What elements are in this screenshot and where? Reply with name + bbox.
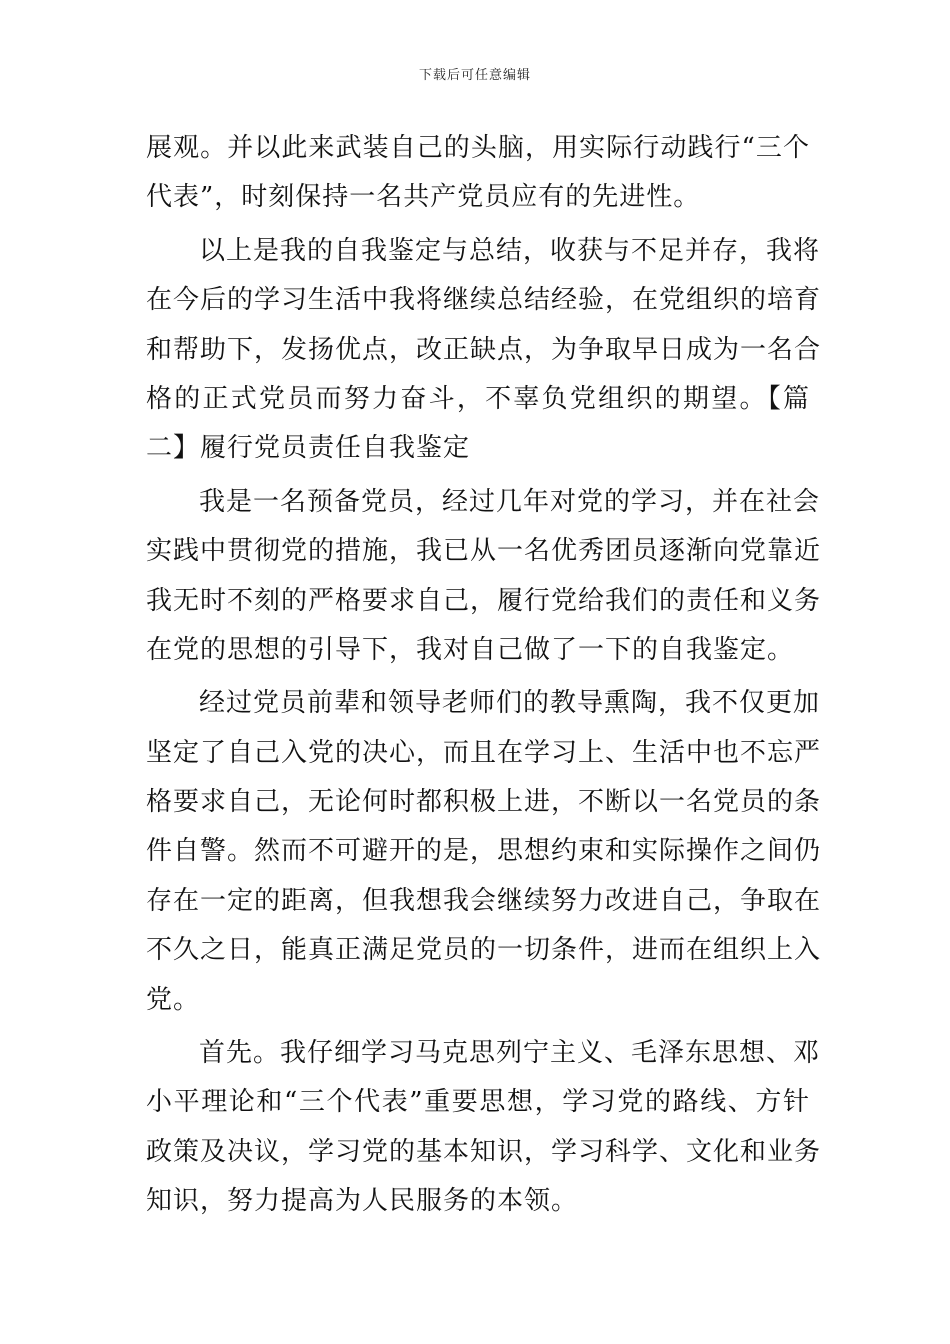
text-line: 展观。并以此来武装自己的头脑，用实际行动践行“三个: [146, 133, 810, 163]
paragraph-first-line: 我是一名预备党员，经过几年对党的学习，并在社会: [199, 486, 821, 517]
text-line: 政策及决议，学习党的基本知识，学习科学、文化和业务: [146, 1136, 822, 1167]
page-header: 下载后可任意编辑: [418, 68, 531, 83]
text-line: 和帮助下，发扬优点，改正缺点，为争取早日成为一名合: [146, 334, 822, 365]
text-line: 格要求自己，无论何时都积极上进，不断以一名党员的条: [146, 787, 822, 818]
paragraph-first-line: 首先。我仔细学习马克思列宁主义、毛泽东思想、邓: [199, 1038, 821, 1069]
text-line: 小平理论和“三个代表”重要思想，学习党的路线、方针: [146, 1087, 810, 1118]
text-line: 我无时不刻的严格要求自己，履行党给我们的责任和义务: [146, 585, 822, 616]
text-line: 存在一定的距离，但我想我会继续努力改进自己，争取在: [146, 885, 822, 916]
text-line: 代表”，时刻保持一名共产党员应有的先进性。: [146, 182, 701, 213]
text-line: 在党的思想的引导下，我对自己做了一下的自我鉴定。: [146, 634, 795, 665]
text-line: 知识，努力提高为人民服务的本领。: [146, 1186, 579, 1217]
document-body: [146, 124, 822, 1227]
paragraph-first-line: 以上是我的自我鉴定与总结，收获与不足并存，我将: [199, 235, 821, 266]
text-line: 在今后的学习生活中我将继续总结经验，在党组织的培育: [146, 285, 822, 316]
text-line: 实践中贯彻党的措施，我已从一名优秀团员逐渐向党靠近: [146, 536, 822, 567]
paragraph-first-line: 经过党员前辈和领导老师们的教导熏陶，我不仅更加: [199, 688, 821, 719]
text-line: 党。: [146, 984, 201, 1015]
text-line: 格的正式党员而努力奋斗，不辜负党组织的期望。【篇: [146, 383, 810, 414]
text-line: 件自警。然而不可避开的是，思想约束和实际操作之间仍: [146, 836, 822, 867]
text-line: 不久之日，能真正满足党员的一切条件，进而在组织上入: [146, 935, 822, 966]
section-heading-line: 二】履行党员责任自我鉴定: [146, 433, 471, 464]
text-line: 坚定了自己入党的决心，而且在学习上、生活中也不忘严: [146, 737, 822, 768]
